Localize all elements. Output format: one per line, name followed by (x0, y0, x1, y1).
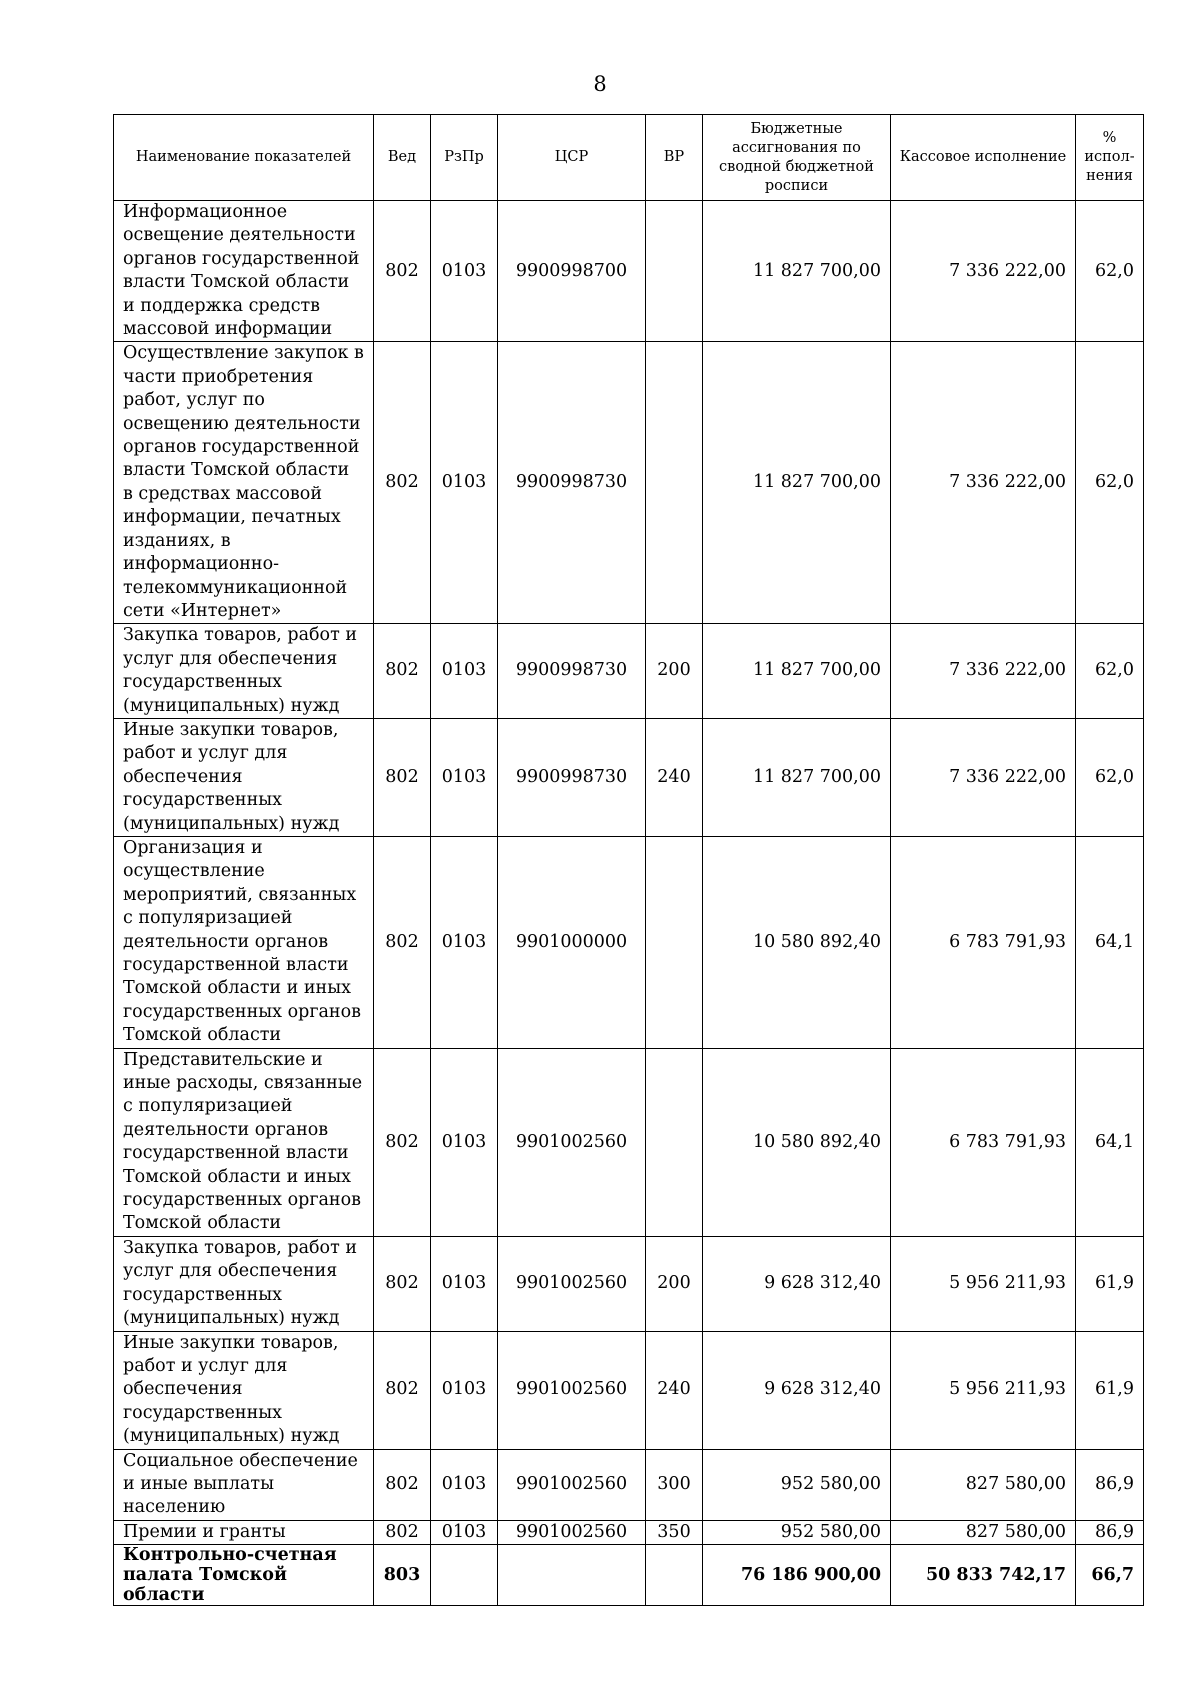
row-assignments: 9 628 312,40 (703, 1331, 891, 1449)
table-row (114, 624, 1144, 719)
row-cash-execution: 827 580,00 (891, 1449, 1076, 1520)
col-header-vr: ВР (646, 115, 703, 201)
row-vr: 300 (646, 1449, 703, 1520)
row-execution-percent: 61,9 (1076, 1331, 1144, 1449)
row-ved: 802 (374, 836, 431, 1048)
row-vr (646, 836, 703, 1048)
row-name: Закупка товаров, работ и услуг для обеспечения государственных (муниципальных) нужд (114, 624, 374, 719)
row-ved: 802 (374, 1048, 431, 1236)
table-row (114, 342, 1144, 624)
row-assignments: 76 186 900,00 (703, 1545, 891, 1606)
row-execution-percent: 64,1 (1076, 836, 1144, 1048)
row-vr: 200 (646, 624, 703, 719)
table-row (114, 1331, 1144, 1449)
row-csr: 9900998730 (498, 718, 646, 836)
col-header-ved: Вед (374, 115, 431, 201)
row-csr: 9901002560 (498, 1236, 646, 1331)
table-header-row (114, 115, 1144, 201)
col-header-name: Наименование показателей (114, 115, 374, 201)
row-assignments: 952 580,00 (703, 1449, 891, 1520)
row-execution-percent: 62,0 (1076, 718, 1144, 836)
row-rzpr: 0103 (431, 718, 498, 836)
row-rzpr: 0103 (431, 624, 498, 719)
row-name: Организация и осуществление мероприятий, связанных с популяризацией деятельности органов государственной власти Томской области и иных государственных органов Томской области (114, 836, 374, 1048)
table-row (114, 1236, 1144, 1331)
row-rzpr: 0103 (431, 1520, 498, 1544)
row-assignments: 11 827 700,00 (703, 342, 891, 624)
row-name: Иные закупки товаров, работ и услуг для обеспечения государственных (муниципальных) нужд (114, 1331, 374, 1449)
row-cash-execution: 7 336 222,00 (891, 624, 1076, 719)
row-ved: 802 (374, 1449, 431, 1520)
row-assignments: 952 580,00 (703, 1520, 891, 1544)
row-cash-execution: 7 336 222,00 (891, 342, 1076, 624)
row-name: Представительские и иные расходы, связанные с популяризацией деятельности органов государственной власти Томской области и иных государственных органов Томской области (114, 1048, 374, 1236)
row-assignments: 11 827 700,00 (703, 201, 891, 342)
row-ved: 802 (374, 624, 431, 719)
row-rzpr: 0103 (431, 342, 498, 624)
col-header-cash-execution: Кассовое исполнение (891, 115, 1076, 201)
row-name: Закупка товаров, работ и услуг для обеспечения государственных (муниципальных) нужд (114, 1236, 374, 1331)
row-cash-execution: 7 336 222,00 (891, 201, 1076, 342)
row-vr (646, 201, 703, 342)
row-cash-execution: 50 833 742,17 (891, 1545, 1076, 1606)
row-rzpr: 0103 (431, 1236, 498, 1331)
row-name: Осуществление закупок в части приобретения работ, услуг по освещению деятельности органов государственной власти Томской области в средствах массовой информации, печатных изданиях, в информационно-телекоммуникационной сети «Интернет» (114, 342, 374, 624)
budget-execution-table (113, 114, 1144, 1606)
row-execution-percent: 62,0 (1076, 624, 1144, 719)
row-vr: 240 (646, 1331, 703, 1449)
row-cash-execution: 827 580,00 (891, 1520, 1076, 1544)
row-csr: 9901002560 (498, 1520, 646, 1544)
row-rzpr: 0103 (431, 836, 498, 1048)
row-vr (646, 1048, 703, 1236)
table-row (114, 836, 1144, 1048)
row-assignments: 10 580 892,40 (703, 836, 891, 1048)
row-ved: 802 (374, 1236, 431, 1331)
row-rzpr: 0103 (431, 201, 498, 342)
row-ved: 802 (374, 1331, 431, 1449)
row-csr: 9901002560 (498, 1449, 646, 1520)
row-cash-execution: 7 336 222,00 (891, 718, 1076, 836)
row-cash-execution: 5 956 211,93 (891, 1236, 1076, 1331)
row-execution-percent: 64,1 (1076, 1048, 1144, 1236)
page-number: 8 (593, 72, 607, 96)
table-row (114, 718, 1144, 836)
table-row-total (114, 1545, 1144, 1606)
row-execution-percent: 86,9 (1076, 1449, 1144, 1520)
row-execution-percent: 86,9 (1076, 1520, 1144, 1544)
row-ved: 802 (374, 342, 431, 624)
row-vr (646, 342, 703, 624)
row-csr: 9901000000 (498, 836, 646, 1048)
row-assignments: 11 827 700,00 (703, 624, 891, 719)
table-row (114, 1520, 1144, 1544)
row-ved: 802 (374, 718, 431, 836)
row-execution-percent: 66,7 (1076, 1545, 1144, 1606)
table-row (114, 201, 1144, 342)
table-row (114, 1449, 1144, 1520)
row-vr: 200 (646, 1236, 703, 1331)
row-name: Премии и гранты (114, 1520, 374, 1544)
row-csr: 9900998730 (498, 624, 646, 719)
col-header-csr: ЦСР (498, 115, 646, 201)
row-execution-percent: 61,9 (1076, 1236, 1144, 1331)
row-rzpr: 0103 (431, 1048, 498, 1236)
col-header-rzpr: РзПр (431, 115, 498, 201)
row-cash-execution: 6 783 791,93 (891, 836, 1076, 1048)
row-ved: 802 (374, 201, 431, 342)
row-rzpr: 0103 (431, 1331, 498, 1449)
row-ved: 803 (374, 1545, 431, 1606)
row-name: Информационное освещение деятельности органов государственной власти Томской области и поддержка средств массовой информации (114, 201, 374, 342)
row-csr: 9900998700 (498, 201, 646, 342)
row-name: Контрольно-счетная палата Томской области (114, 1545, 374, 1606)
row-name: Иные закупки товаров, работ и услуг для обеспечения государственных (муниципальных) нужд (114, 718, 374, 836)
row-execution-percent: 62,0 (1076, 342, 1144, 624)
row-name: Социальное обеспечение и иные выплаты населению (114, 1449, 374, 1520)
col-header-execution-percent: % испол-нения (1076, 115, 1144, 201)
row-vr (646, 1545, 703, 1606)
row-csr: 9901002560 (498, 1048, 646, 1236)
row-cash-execution: 6 783 791,93 (891, 1048, 1076, 1236)
row-vr: 350 (646, 1520, 703, 1544)
row-csr (498, 1545, 646, 1606)
row-vr: 240 (646, 718, 703, 836)
col-header-assignments: Бюджетные ассигнования по сводной бюджетной росписи (703, 115, 891, 201)
row-ved: 802 (374, 1520, 431, 1544)
row-assignments: 10 580 892,40 (703, 1048, 891, 1236)
row-assignments: 11 827 700,00 (703, 718, 891, 836)
table-row (114, 1048, 1144, 1236)
row-rzpr (431, 1545, 498, 1606)
row-rzpr: 0103 (431, 1449, 498, 1520)
row-assignments: 9 628 312,40 (703, 1236, 891, 1331)
row-execution-percent: 62,0 (1076, 201, 1144, 342)
row-csr: 9900998730 (498, 342, 646, 624)
row-csr: 9901002560 (498, 1331, 646, 1449)
row-cash-execution: 5 956 211,93 (891, 1331, 1076, 1449)
